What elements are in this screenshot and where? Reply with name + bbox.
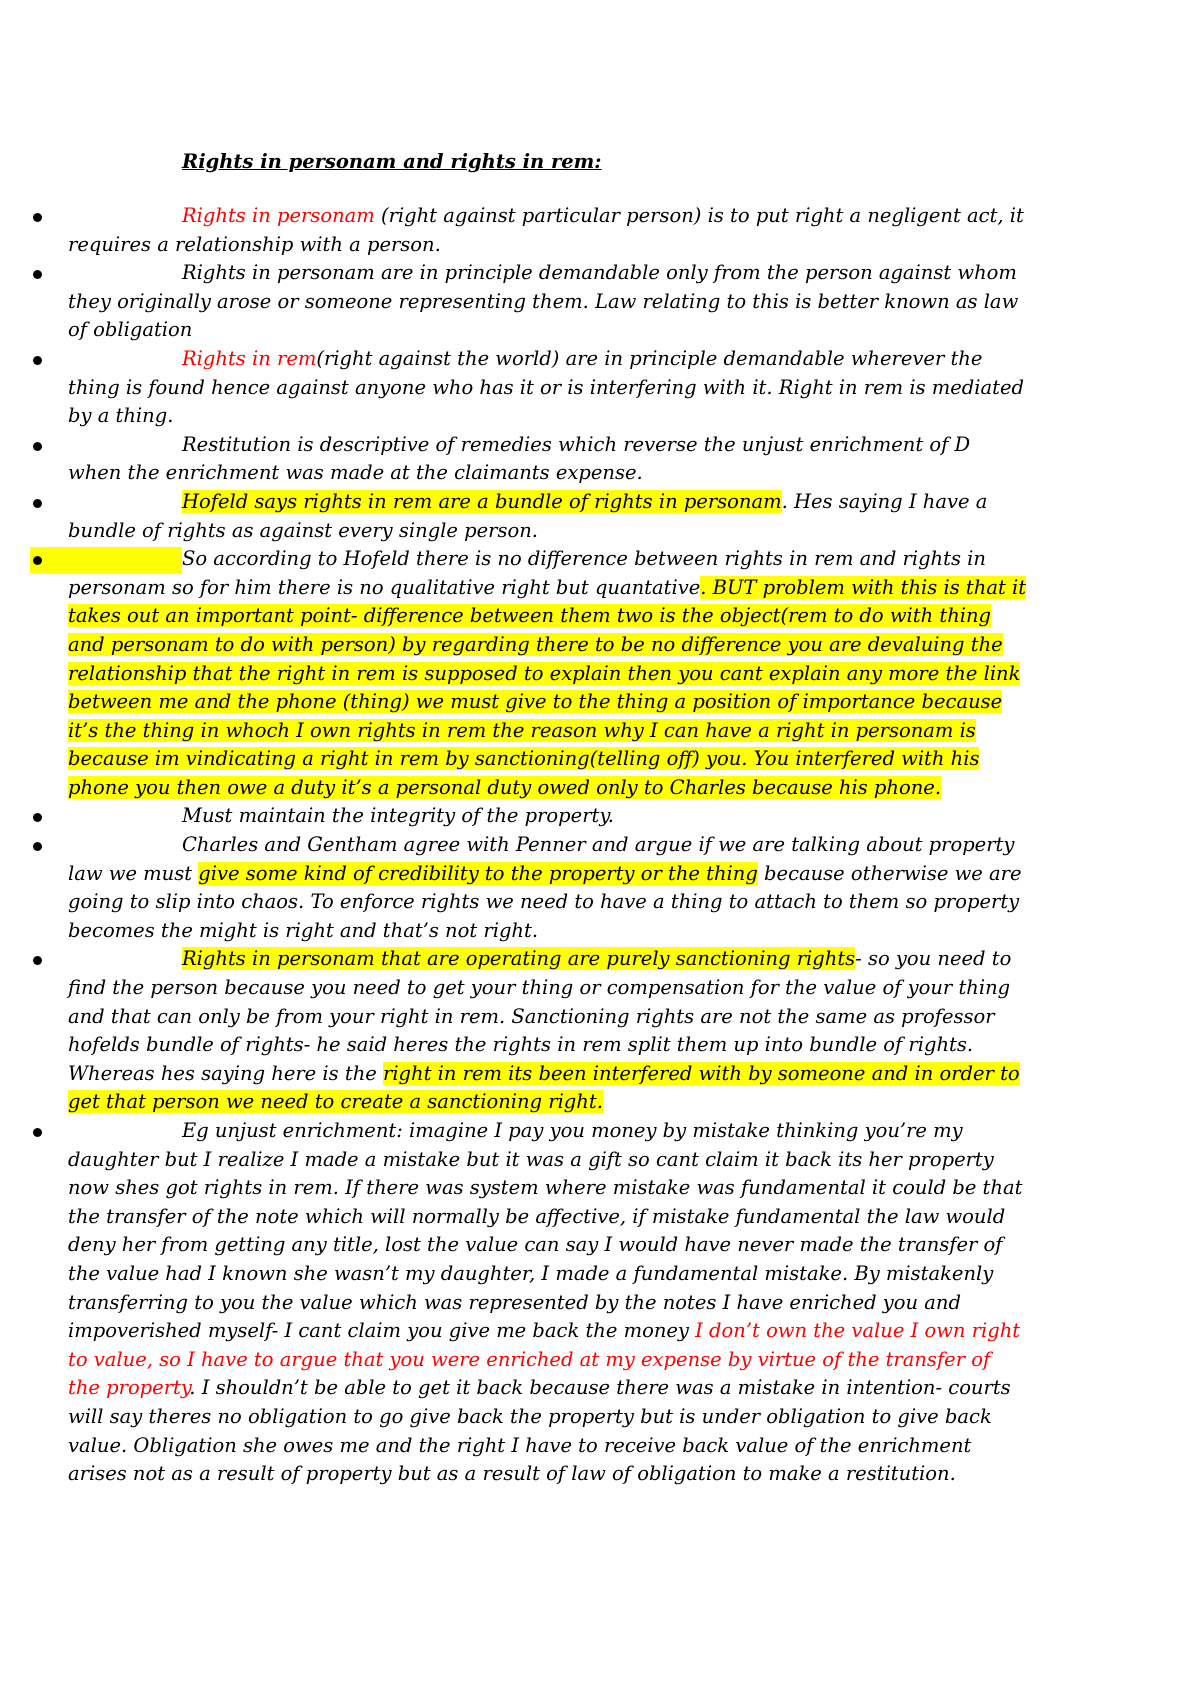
list-item-text (68, 1117, 1028, 1489)
text-segment: Charles and Gentham agree with Penner and argue if we are talking about property law we must (68, 833, 1015, 885)
list-item (0, 1117, 1028, 1489)
bullet-dot-icon (33, 442, 42, 451)
bullet-list (0, 202, 1200, 1489)
text-segment-red: Rights in rem (182, 346, 317, 370)
bullet-dot-icon (33, 813, 42, 822)
list-item-text (68, 345, 1028, 431)
text-segment-highlighted: Hofeld says rights in rem are a bundle of rights in personam (182, 489, 782, 513)
text-segment-highlighted: give some kind of credibility to the property or the thing (198, 861, 758, 885)
list-item (0, 431, 1028, 488)
list-item-text (68, 431, 1028, 488)
list-item (0, 345, 1028, 431)
list-item-text (68, 802, 1028, 831)
text-segment-highlighted: Rights in personam that are operating are purely sanctioning rights (182, 947, 856, 971)
bullet-dot-icon (33, 270, 42, 279)
text-segment: (right against the world) are in principle demandable wherever the thing is found hence against anyone who has it or is interfering with it. Right in rem is mediated by a thing. (68, 346, 1025, 428)
bullet-dot-icon (33, 213, 42, 222)
text-segment: - so you need to find the person because you need to get your thing or compensation for the value of your thing and that can only be from your right in rem. Sanctioning rights are not the same as professor hofelds bundle of rights- he said heres the rights in rem split them up into bundle of rights. Whereas hes saying here is the (68, 947, 1012, 1085)
marker-highlight (30, 547, 182, 573)
bullet-dot-icon (33, 1128, 42, 1137)
list-item (0, 831, 1028, 945)
text-segment: Restitution is descriptive of remedies which reverse the unjust enrichment of D when the enrichment was made at the claimants expense. (68, 432, 971, 485)
list-item-text (68, 202, 1028, 259)
list-item-text (68, 488, 1028, 545)
text-segment: because otherwise we are going to slip into chaos. To enforce rights we need to have a thing to attach to them so property becomes the might is right and that’s not right. (68, 861, 1022, 942)
list-item-text (68, 259, 1028, 345)
bullet-dot-icon (33, 499, 42, 508)
document-title: Rights in personam and rights in rem: (182, 150, 602, 173)
bullet-dot-icon (33, 356, 42, 365)
list-item-text (68, 945, 1028, 1117)
list-item (0, 545, 1028, 802)
text-segment-highlighted: right in rem its been interfered with by someone and in order to get that person we need to create a sanctioning right. (68, 1061, 1020, 1114)
text-segment-red: Rights in personam (182, 204, 375, 227)
text-segment: (right against particular person) is to put right a negligent act, it requires a relationship with a person. (68, 204, 1024, 256)
list-item (0, 945, 1028, 1117)
text-segment: Eg unjust enrichment: imagine I pay you money by mistake thinking you’re my daughter but I realize I made a mistake but it was a gift so cant claim it back its her property now shes got rights in rem. If there was system where mistake was fundamental it could be that the transfer of the note which will normally be affective, if mistake fundamental the law would deny her from getting any title, lost the value can say I would have never made the transfer of the value had I known she wasn’t my daughter, I made a fundamental mistake. By mistakenly transferring to you the value which was represented by the notes I have enriched you and impoverished myself- I cant claim you give me back the money (68, 1119, 1023, 1343)
list-item (0, 488, 1028, 545)
bullet-dot-icon (33, 842, 42, 851)
text-segment: Rights in personam are in principle demandable only from the person against whom they originally arose or someone representing them. Law relating to this is better known as law of obligation (68, 261, 1019, 342)
text-segment: Must maintain the integrity of the property. (182, 804, 614, 828)
text-segment-red: I don’t own the value I own right to value, so I have to argue that you were enriched at my expense by virtue of the transfer of the property (68, 1319, 1021, 1400)
text-segment: . Hes saying I have a bundle of rights as against every single person. (68, 489, 988, 542)
list-item (0, 802, 1028, 831)
text-segment-highlighted: . BUT problem with this is that it takes out an important point- difference between them two is the object(rem to do with thing and personam to do with person) by regarding there to be no difference you are devaluing the relationship that the right in rem is supposed to explain then you cant explain any more the link between me and the phone (thing) we must give to the thing a position of importance because it’s the thing in whoch I own rights in rem the reason why I can have a right in personam is because im vindicating a right in rem by sanctioning(telling off) you. You interfered with his phone you then owe a duty it’s a personal duty owed only to Charles because his phone. (68, 575, 1027, 799)
list-item-text (68, 545, 1028, 802)
list-item-text (68, 831, 1028, 945)
text-segment: So according to Hofeld there is no difference between rights in rem and rights in personam so for him there is no qualitative right but quantative (68, 547, 986, 599)
list-item (0, 259, 1028, 345)
list-item (0, 202, 1028, 259)
bullet-dot-icon (33, 956, 42, 965)
text-segment: . I shouldn’t be able to get it back because there was a mistake in intention- courts will say theres no obligation to go give back the property but is under obligation to give back value. Obligation she owes me and the right I have to receive back value of the enrichment arises not as a result of property but as a result of law of obligation to make a restitution. (68, 1376, 1011, 1486)
